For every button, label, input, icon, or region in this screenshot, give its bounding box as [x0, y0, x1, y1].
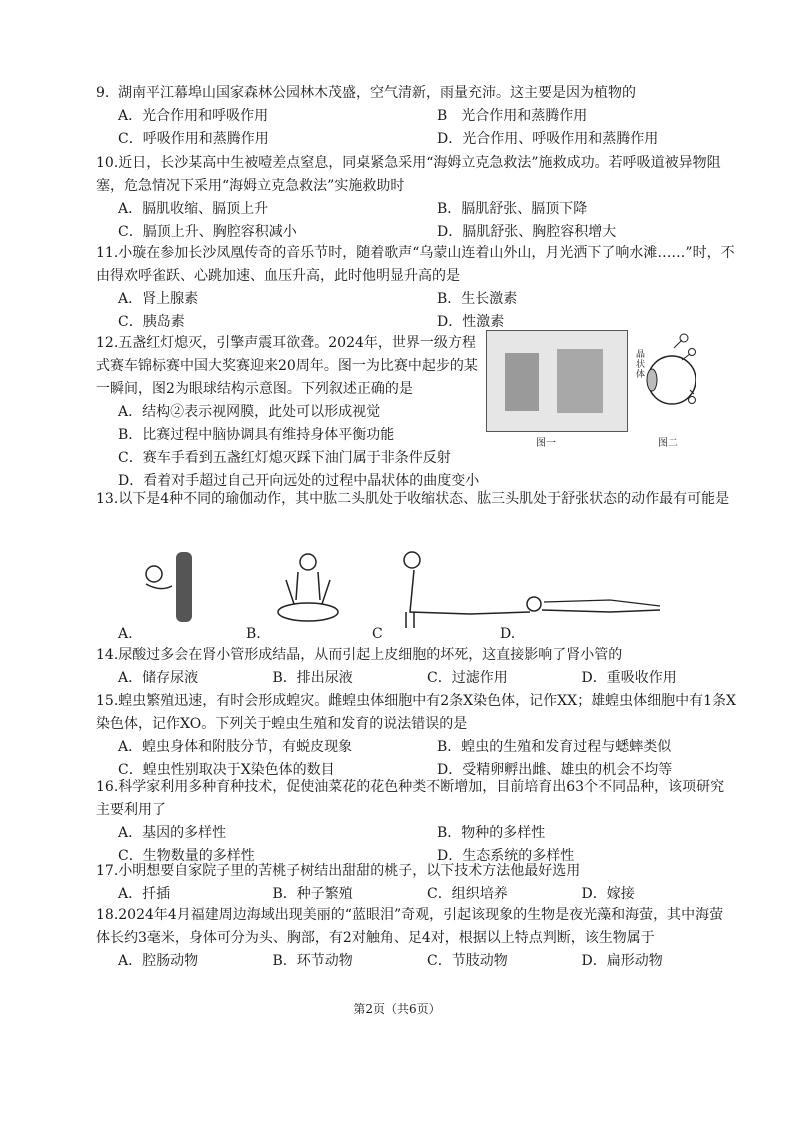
- option-c[interactable]: C．赛车手看到五盏红灯熄灭踩下油门属于非条件反射: [118, 450, 451, 466]
- question-number: 18.: [96, 907, 119, 923]
- question-14: [96, 644, 736, 690]
- option-d[interactable]: D．性激素: [437, 314, 505, 330]
- option-a[interactable]: A．储存尿液: [118, 670, 199, 686]
- lens-label: 晶状体: [636, 350, 646, 380]
- question-number: 10.: [96, 155, 119, 171]
- option-c[interactable]: C: [372, 626, 383, 642]
- question-number: 15.: [96, 693, 119, 709]
- question-number: 16.: [96, 779, 119, 795]
- option-c[interactable]: C．呼吸作用和蒸腾作用: [118, 131, 269, 147]
- option-b[interactable]: B．排出尿液: [272, 670, 353, 686]
- option-b[interactable]: B．生长激素: [437, 291, 518, 307]
- question-text: 五盏红灯熄灭，引擎声震耳欲聋。2024年，世界一级方程式赛车锦标赛中国大奖赛迎来20周年。图一为比赛中起步的某一瞬间，图2为眼球结构示意图。下列叙述正确的是: [96, 335, 478, 397]
- question-number: 13.: [96, 491, 119, 507]
- option-a[interactable]: A．基因的多样性: [118, 825, 227, 841]
- question-text: 湖南平江幕埠山国家森林公园林木茂盛，空气清新，雨量充沛。这主要是因为植物的: [118, 85, 636, 101]
- options: [96, 105, 736, 151]
- option-d[interactable]: D．重吸收作用: [581, 670, 677, 686]
- yoga-poses-illustration: [110, 540, 670, 640]
- option-d[interactable]: D．嫁接: [581, 886, 635, 902]
- option-d[interactable]: D．光合作用、呼吸作用和蒸腾作用: [437, 131, 659, 147]
- option-c[interactable]: C．节肢动物: [427, 953, 508, 969]
- option-b[interactable]: B．物种的多样性: [437, 825, 546, 841]
- option-a[interactable]: A．光合作用和呼吸作用: [118, 108, 269, 124]
- question-12-figures: [486, 330, 696, 450]
- option-a[interactable]: A．腔肠动物: [118, 953, 199, 969]
- question-13: [96, 488, 736, 511]
- question-12: [96, 332, 481, 493]
- question-9: [96, 82, 736, 151]
- options: [96, 667, 736, 690]
- option-a[interactable]: A.: [118, 626, 133, 642]
- question-number: 12.: [96, 335, 119, 351]
- options: [96, 288, 736, 334]
- question-11: [96, 242, 736, 334]
- option-b[interactable]: B．种子繁殖: [272, 886, 353, 902]
- options: [96, 198, 736, 244]
- option-d[interactable]: D.: [500, 626, 516, 642]
- yoga-pose-a: [146, 552, 192, 622]
- option-b[interactable]: B．蝗虫的生殖和发育过程与蟋蟀类似: [437, 739, 672, 755]
- option-b[interactable]: B．比赛过程中脑协调具有维持身体平衡功能: [118, 427, 395, 443]
- option-d[interactable]: D．膈肌舒张、胸腔容积增大: [437, 224, 617, 240]
- options: [96, 401, 481, 493]
- race-start-photo: [486, 330, 628, 432]
- yoga-pose-d: [527, 597, 660, 612]
- question-text: 小明想要自家院子里的苦桃子树结出甜甜的桃子，以下技术方法他最好选用: [118, 863, 581, 879]
- question-15: [96, 690, 736, 782]
- options: [96, 950, 736, 973]
- option-b[interactable]: B 光合作用和蒸腾作用: [437, 108, 588, 124]
- yoga-pose-b: [278, 554, 338, 621]
- question-text: 科学家利用多种育种技术，促使油菜花的花色种类不断增加，目前培育出63个不同品种，该项研究主要利用了: [96, 779, 725, 818]
- option-c[interactable]: C．蝗虫性别取决于X染色体的数目: [118, 762, 335, 778]
- option-c[interactable]: C．膈顶上升、胸腔容积减小: [118, 224, 297, 240]
- option-c[interactable]: C．组织培养: [427, 886, 508, 902]
- question-number: 14.: [96, 647, 119, 663]
- question-number: 11.: [96, 245, 119, 261]
- question-text: 尿酸过多会在肾小管形成结晶，从而引起上皮细胞的坏死，这直接影响了肾小管的: [118, 647, 623, 663]
- figure-2-caption: 图二: [658, 438, 678, 449]
- question-text: 小璇在参加长沙凤凰传奇的音乐节时，随着歌声“乌蒙山连着山外山，月光洒下了响水滩……”时，不由得欢呼雀跃、心跳加速、血压升高，此时他明显升高的是: [96, 245, 735, 284]
- question-text: 2024年4月福建周边海域出现美丽的“蓝眼泪”奇观，引起该现象的生物是夜光藻和海萤，其中海萤体长约3毫米，身体可分为头、胸部，有2对触角、足4对，根据以上特点判断，该生物属于: [96, 907, 724, 946]
- question-16: [96, 776, 736, 868]
- option-d[interactable]: D．看着对手超过自己开向远处的过程中晶状体的曲度变小: [118, 473, 480, 489]
- option-b[interactable]: B．膈肌舒张、膈顶下降: [437, 201, 588, 217]
- option-d[interactable]: D．生态系统的多样性: [437, 848, 575, 864]
- option-a[interactable]: A．膈肌收缩、膈顶上升: [118, 201, 269, 217]
- option-c[interactable]: C．胰岛素: [118, 314, 185, 330]
- question-17: [96, 860, 736, 906]
- question-text: 以下是4种不同的瑜伽动作，其中肱二头肌处于收缩状态、肱三头肌处于舒张状态的动作最有可能是: [118, 491, 730, 507]
- option-c[interactable]: C．生物数量的多样性: [118, 848, 255, 864]
- option-c[interactable]: C．过滤作用: [427, 670, 508, 686]
- option-d[interactable]: D．受精卵孵出雌、雄虫的机会不均等: [437, 762, 673, 778]
- option-b[interactable]: B.: [246, 626, 261, 642]
- question-number: 17.: [96, 863, 119, 879]
- yoga-pose-c: [404, 552, 530, 628]
- figure-1-caption: 图一: [536, 438, 556, 449]
- question-text: 蝗虫繁殖迅速，有时会形成蝗灾。雌蝗虫体细胞中有2条X染色体，记作XX；雄蝗虫体细胞中有1条X染色体，记作XO。下列关于蝗虫生殖和发育的说法错误的是: [96, 693, 736, 732]
- question-number: 9.: [96, 85, 110, 101]
- eyeball-diagram: [634, 330, 696, 430]
- option-b[interactable]: B．环节动物: [272, 953, 353, 969]
- option-a[interactable]: A．扦插: [118, 886, 171, 902]
- option-a[interactable]: A．结构②表示视网膜，此处可以形成视觉: [118, 404, 381, 420]
- question-18: [96, 904, 736, 973]
- option-d[interactable]: D．扁形动物: [581, 953, 663, 969]
- question-10: [96, 152, 736, 244]
- question-text: 近日，长沙某高中生被噎差点窒息，同桌紧急采用“海姆立克急救法”施救成功。若呼吸道被异物阻塞，危急情况下采用“海姆立克急救法”实施救助时: [96, 155, 721, 194]
- option-a[interactable]: A．肾上腺素: [118, 291, 199, 307]
- option-a[interactable]: A．蝗虫身体和附肢分节，有蜕皮现象: [118, 739, 353, 755]
- page-footer: 第2页（共6页）: [353, 1002, 441, 1016]
- options: [96, 883, 736, 906]
